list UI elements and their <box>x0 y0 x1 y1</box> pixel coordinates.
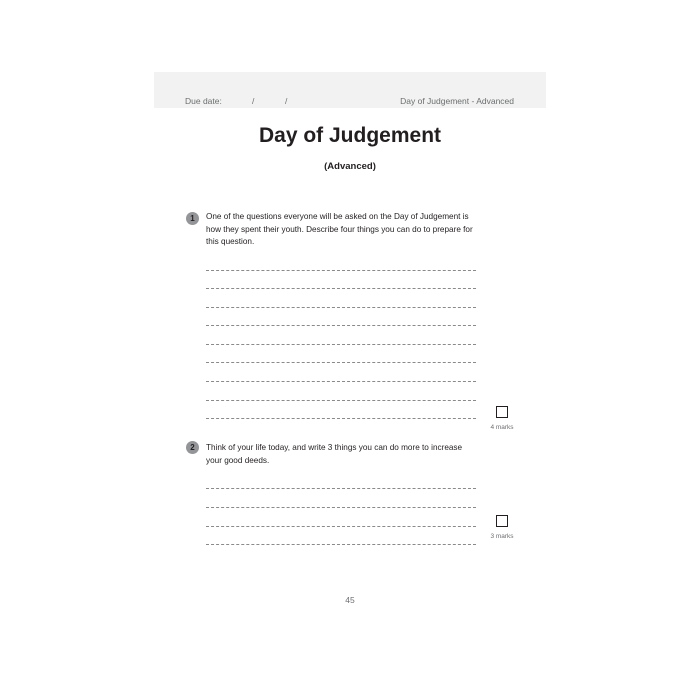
marks-label: 3 marks <box>490 533 514 540</box>
answer-line[interactable] <box>206 507 476 508</box>
answer-line[interactable] <box>206 325 476 326</box>
answer-line[interactable] <box>206 344 476 345</box>
answer-line[interactable] <box>206 418 476 419</box>
question-number-badge: 1 <box>186 212 199 225</box>
marks-checkbox[interactable] <box>496 406 508 418</box>
page-number: 45 <box>345 595 355 605</box>
answer-line[interactable] <box>206 400 476 401</box>
header-section-title: Day of Judgement - Advanced <box>400 96 514 106</box>
question-number-badge: 2 <box>186 441 199 454</box>
question-text: Think of your life today, and write 3 things you can do more to increase your good deeds. <box>206 443 463 465</box>
due-date-slash: / <box>285 96 288 106</box>
page-subtitle: (Advanced) <box>324 161 376 172</box>
answer-line[interactable] <box>206 270 476 271</box>
answer-line[interactable] <box>206 288 476 289</box>
page-title: Day of Judgement <box>258 124 442 147</box>
answer-line[interactable] <box>206 381 476 382</box>
answer-line[interactable] <box>206 362 476 363</box>
answer-line[interactable] <box>206 488 476 489</box>
due-date-label: Due date: <box>185 96 222 106</box>
answer-line[interactable] <box>206 544 476 545</box>
marks-checkbox[interactable] <box>496 515 508 527</box>
due-date-slash: / <box>252 96 255 106</box>
marks-label: 4 marks <box>490 424 514 431</box>
question-text: One of the questions everyone will be asked on the Day of Judgement is how they spent their youth. Describe four things you can do to prepare for this question. <box>206 212 473 246</box>
header-bar <box>154 72 546 108</box>
answer-line[interactable] <box>206 307 476 308</box>
answer-line[interactable] <box>206 526 476 527</box>
